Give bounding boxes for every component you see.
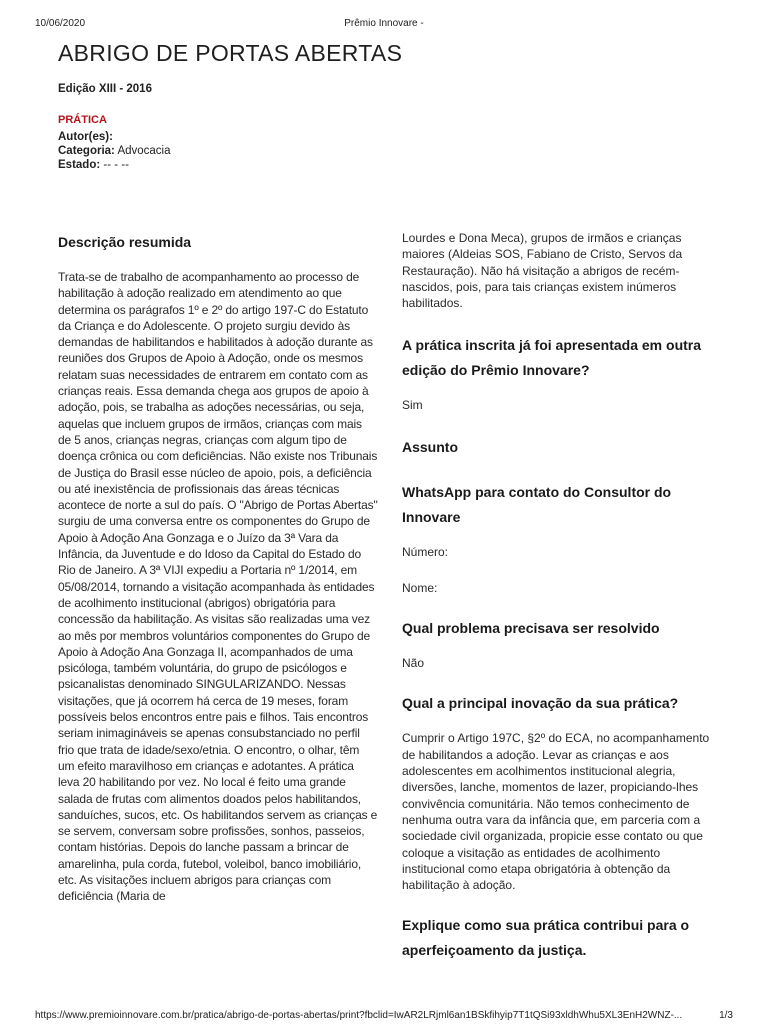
whatsapp-heading: WhatsApp para contato do Consultor do Innovare <box>402 484 672 526</box>
page-number: 1/3 <box>719 1010 733 1021</box>
category-label: Categoria: <box>58 145 115 157</box>
right-column <box>402 230 714 977</box>
innovation-answer: Cumprir o Artigo 197C, §2º do ECA, no acompanhamento de habilitandos a adoção. Levar as crianças e aos adolescentes em acolhimentos institucional alegria, diversões, lanche, momentos de lazer, propiciando-lhes convivência comunitária. Não temos conhecimento de nenhuma outra vara da infância que, em parceria com a sociedade civil organizada, propicie esse contato ou que coloque a visitação as entidades de acolhimento institucional como etapa obrigatória à obtenção da habilitação à adoção. <box>402 731 710 893</box>
problem-answer: Não <box>402 656 425 671</box>
practice-meta <box>58 130 171 172</box>
state-value: -- - -- <box>103 159 129 171</box>
print-url: https://www.premioinnovare.com.br/pratica/abrigo-de-portas-abertas/print?fbclid=IwAR2LRjml6an1BSkfihyip7T1tQSi93xldhWhu5XL3EnH2WNZ-... <box>35 1010 683 1021</box>
whatsapp-name-label: Nome: <box>402 581 438 596</box>
edition-label: Edição XIII - 2016 <box>58 83 152 95</box>
summary-heading: Descrição resumida <box>58 234 192 250</box>
subject-heading: Assunto <box>402 439 458 456</box>
presented-answer: Sim <box>402 398 423 413</box>
author-label: Autor(es): <box>58 131 113 143</box>
whatsapp-number-label: Número: <box>402 545 449 560</box>
problem-heading: Qual problema precisava ser resolvido <box>402 620 660 637</box>
print-page-title: Prêmio Innovare - <box>344 18 424 29</box>
state-row <box>58 158 171 172</box>
page-title: ABRIGO DE PORTAS ABERTAS <box>58 40 403 66</box>
practice-section-label: PRÁTICA <box>58 114 107 126</box>
contribution-heading: Explique como sua prática contribui para o aperfeiçoamento da justiça. <box>402 917 690 959</box>
innovation-heading: Qual a principal inovação da sua prática? <box>402 695 679 712</box>
author-row <box>58 130 171 144</box>
summary-text: Trata-se de trabalho de acompanhamento ao processo de habilitação à adoção realizado em atendimento ao que determina os parágrafos 1º e 2º do artigo 197-C do Estatuto da Criança e do Adolescente. O projeto surgiu devido às demandas de habilitandos e habilitados à adoção durante as reuniões dos Grupos de Apoio à Adoção, onde os mesmos relatam suas necessidades de entrarem em contato com as crianças reais. Essa demanda chega aos grupos de apoio à adoção, pois, se trabalha as adoções necessárias, ou seja, aquelas que incluem grupos de irmãos, crianças com mais de 5 anos, crianças negras, crianças com algum tipo de doença crônica ou com deficiências. Não existe nos Tribunais de Justiça do Brasil esse núcleo de apoio, pois, a deficiência ou até inexistência de profissionais das áreas técnicas acontece de norte a sul do país. O "Abrigo de Portas Abertas" surgiu de uma conversa entre os componentes do Grupo de Apoio à Adoção Ana Gonzaga e o Juízo da 3ª Vara da Infância, da Juventude e do Idoso da Capital do Estado do Rio de Janeiro. A 3ª VIJI expediu a Portaria nº 1/2014, em 05/08/2014, tornando a visitação acompanhada às entidades de acolhimento institucional (abrigos) obrigatória para concessão da habilitação. As visitas são realizadas uma vez ao mês por membros voluntários componentes do Grupo de Apoio à Adoção Ana Gonzaga II, acompanhados de uma psicóloga, também voluntária, do grupo de psicólogos e psicanalistas denominado SINGULARIZANDO. Nessas visitações, que já ocorrem há cerca de 19 meses, foram possíveis belos encontros entre pais e filhos. Tais encontros seriam inimagináveis se apenas consubstanciado no perfil frio que trata de idade/sexo/etnia. O encontro, o olhar, têm um efeito maravilhoso em crianças e adotantes. A prática leva 20 habilitando por vez. No local é feito uma grande salada de frutas com alimentos doados pelos habilitandos, sanduíches, sucos, etc. Os habilitandos servem as crianças e se servem, conversam sobre profissões, sonhos, passeios, contam histórias. Depois do lanche passam a brincar de amarelinha, pula corda, futebol, voleibol, banco imobiliário, etc. As visitações incluem abrigos para crianças com deficiência (Maria de <box>58 270 378 904</box>
left-column <box>58 230 378 905</box>
print-date: 10/06/2020 <box>35 18 86 29</box>
category-row <box>58 144 171 158</box>
presented-heading: A prática inscrita já foi apresentada em outra edição do Prêmio Innovare? <box>402 337 702 379</box>
summary-continuation: Lourdes e Dona Meca), grupos de irmãos e crianças maiores (Aldeias SOS, Fabiano de Cristo, Servos da Restauração). Não há visitação a abrigos de recém-nascidos, pois, para tais crianças existem inúmeros habilitados. <box>402 231 683 311</box>
state-label: Estado: <box>58 159 101 171</box>
category-value: Advocacia <box>117 145 171 157</box>
